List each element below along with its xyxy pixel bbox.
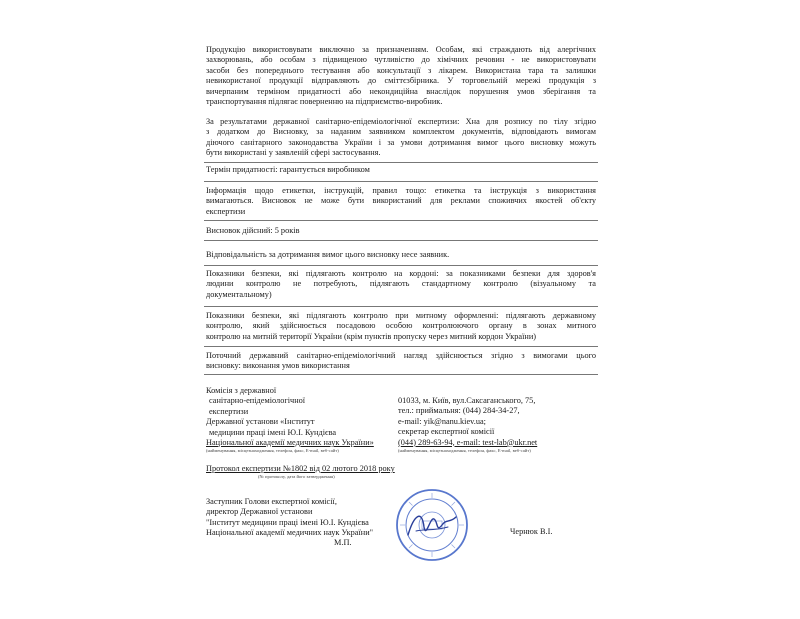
usage-line-5: вичерпаним терміном придатності або некондиційна внаслідок порушення умов зберігання та — [206, 86, 596, 96]
usage-paragraph — [206, 45, 596, 107]
secretary-contacts: (044) 289-63-94, e-mail: test-lab@ukr.net — [398, 437, 538, 447]
signatory-block — [206, 497, 373, 539]
commission-line-6: Національної академії медичних наук України» — [206, 438, 374, 448]
shelf-life-section — [206, 165, 596, 175]
validity-text: Висновок дійсний: 5 років — [206, 226, 300, 235]
responsibility-section — [206, 250, 596, 260]
commission-note-left: (найменування, місцезнаходження, телефон, факс, E-mail, веб-сайт) — [206, 448, 339, 453]
commission-contacts — [398, 396, 537, 448]
validity-section — [206, 226, 596, 236]
commission-line-2: санітарно-епідеміологічної — [209, 396, 306, 406]
result-line-1: За результатами державної санітарно-епідеміологічної експертизи: Хна для розпису по тілу згідно — [206, 117, 596, 126]
divider — [204, 306, 598, 307]
usage-line-4: невикористаної продукції відправляють до сміттєзбірника. У торговельній мережі продукція з — [206, 76, 596, 86]
customs-line-3: контролю на митній території України (крім пунктів пропуску через митний кордон України) — [206, 331, 537, 341]
protocol-text: Протокол експертизи №1802 від 02 лютого 2018 року — [206, 464, 395, 473]
result-line-4: бути використані у заявленій сфері застосування. — [206, 148, 381, 158]
signatory-line-3: "Інститут медицини праці імені Ю.І. Кундієва — [206, 517, 369, 527]
seal-place-label: М.П. — [334, 538, 352, 547]
commission-line-1: Комісія з державної — [206, 386, 277, 395]
divider — [204, 265, 598, 266]
divider — [204, 374, 598, 375]
signatory-line-4: Національної академії медичних наук України" — [206, 528, 374, 538]
commission-line-4: Державної установи «Інститут — [206, 417, 315, 427]
usage-line-1: Продукцію використовувати виключно за призначенням. Особам, які страждають від алергічних — [206, 45, 596, 54]
supervision-line-2: висновку: виконання умов використання — [206, 361, 350, 371]
usage-line-3: засоби без попереднього тестування або консультації з лікарем. Використана тара та залишки — [206, 65, 596, 75]
divider — [204, 240, 598, 241]
address-text: 01033, м. Київ, вул.Саксаганського, 75, — [398, 396, 536, 405]
reception-phone: тел.: приймальня: (044) 284-34-27, — [398, 406, 520, 416]
commission-line-5: медицини праці імені Ю.І. Кундієва — [209, 427, 337, 437]
divider — [204, 220, 598, 221]
supervision-line-1: Поточний державний санітарно-епідеміологічний нагляд здійснюється згідно з вимогами цього — [206, 351, 596, 360]
signatory-line-1: Заступник Голови експертної комісії, — [206, 497, 337, 506]
usage-line-6: транспортування підлягає поверненню на підприємство-виробник. — [206, 97, 443, 107]
commission-name — [206, 386, 374, 448]
signer-name: Чернюк В.І. — [510, 527, 553, 536]
label-info-section — [206, 186, 596, 217]
protocol-note: (№ протоколу, дата його затвердження) — [258, 474, 335, 479]
signatory-line-2: директор Державної установи — [206, 507, 313, 517]
email-text: e-mail: yik@nanu.kiev.ua; — [398, 416, 486, 426]
secretary-text: секретар експертної комісії — [398, 427, 495, 437]
result-line-3: діючого санітарного законодавства України і за умови дотримання вимог цього висновку можуть — [206, 137, 596, 147]
customs-control-section — [206, 311, 596, 342]
divider — [204, 346, 598, 347]
commission-line-3: експертизи — [209, 406, 249, 416]
border-line-1: Показники безпеки, які підлягають контролю на кордоні: за показниками безпеки для здоров'я — [206, 269, 596, 278]
signature — [404, 505, 460, 545]
border-line-3: документальному) — [206, 289, 272, 299]
customs-line-1: Показники безпеки, які підлягають контролю при митному оформленні: підлягають державному — [206, 311, 596, 320]
label-info-line-1: Інформація щодо етикетки, інструкцій, правил тощо: етикетка та інструкція з використання — [206, 186, 596, 195]
result-line-2: з додатком до Висновку, за наданим заявником комплектом документів, відповідають вимогам — [206, 127, 596, 137]
responsibility-text: Відповідальність за дотримання вимог цього висновку несе заявник. — [206, 250, 450, 259]
border-control-section — [206, 269, 596, 300]
border-line-2: людини контролю не потребують, підлягають стандартному контролю (візуальному та — [206, 279, 596, 289]
divider — [204, 181, 598, 182]
supervision-section — [206, 351, 596, 372]
commission-note-right: (найменування, місцезнаходження, телефон, факс, E-mail, веб-сайт) — [398, 448, 531, 453]
divider — [204, 162, 598, 163]
shelf-life-text: Термін придатності: гарантується виробником — [206, 165, 370, 174]
usage-line-2: захворювань, або особам з підвищеною чутливістю до хімічних речовин - не використовувати — [206, 55, 596, 65]
label-info-line-2: вимагаються. Висновок не може бути використаний для реклами споживчих якостей об'єкту — [206, 196, 596, 206]
label-info-line-3: експертизи — [206, 206, 246, 216]
expertise-result-paragraph — [206, 117, 596, 159]
customs-line-2: контролю, який здійснюється посадовою особою контролюючого органу в зонах митного — [206, 321, 596, 331]
